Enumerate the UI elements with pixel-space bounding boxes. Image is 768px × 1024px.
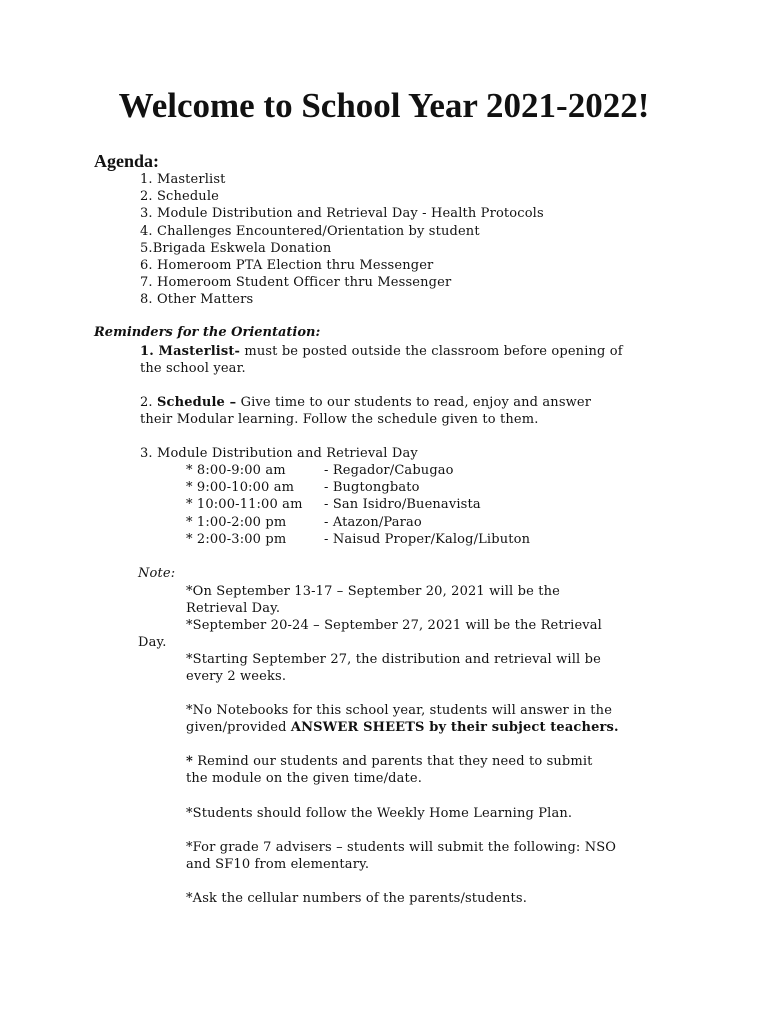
note-retrieval-2-cont: Day. (138, 635, 167, 650)
schedule-time: * 10:00-11:00 am (186, 497, 303, 513)
schedule-text: Give time to our students to read, enjoy and answer (236, 395, 592, 410)
agenda-item: 8. Other Matters (140, 292, 254, 308)
masterlist-label: 1. Masterlist- (140, 344, 241, 359)
schedule-place: - Naisud Proper/Kalog/Libuton (324, 531, 531, 547)
masterlist-text: must be posted outside the classroom before opening of (240, 344, 623, 359)
schedule-time: * 8:00-9:00 am (186, 463, 286, 478)
note-text: the module on the given time/date. (186, 771, 423, 787)
agenda-heading: Agenda: (94, 151, 160, 171)
module-day-heading: 3. Module Distribution and Retrieval Day (140, 446, 418, 461)
module-schedule-table (186, 462, 530, 548)
schedule-row (186, 514, 530, 531)
schedule-row (186, 479, 530, 496)
schedule-place: - San Isidro/Buenavista (324, 497, 481, 513)
note-label: Note: (138, 566, 176, 581)
note-notebooks (186, 702, 619, 736)
schedule-time: * 2:00-3:00 pm (186, 531, 287, 547)
note-whlp: *Students should follow the Weekly Home Learning Plan. (186, 806, 573, 821)
note-text: *On September 13-17 – September 20, 2021 will be the (186, 584, 560, 599)
note-retrieval-1 (186, 583, 560, 617)
note-remind (186, 753, 593, 787)
agenda-item: 3. Module Distribution and Retrieval Day - Health Protocols (140, 206, 544, 222)
schedule-time: * 1:00-2:00 pm (186, 514, 287, 530)
schedule-place: - Atazon/Parao (324, 514, 422, 530)
agenda-item: 4. Challenges Encountered/Orientation by student (140, 223, 480, 239)
note-text: Retrieval Day. (186, 601, 281, 617)
schedule-number: 2. (140, 395, 157, 410)
reminder-schedule (140, 394, 591, 428)
page-title: Welcome to School Year 2021-2022! (118, 86, 650, 125)
agenda-item: 2. Schedule (140, 189, 219, 205)
answer-sheets-emphasis: ANSWER SHEETS by their subject teachers. (290, 720, 619, 736)
masterlist-text-cont: the school year. (140, 361, 246, 377)
agenda-item: 7. Homeroom Student Officer thru Messenger (140, 275, 452, 291)
agenda-item: 6. Homeroom PTA Election thru Messenger (140, 258, 434, 274)
reminder-masterlist (140, 343, 623, 377)
schedule-row (186, 462, 530, 479)
note-text: *No Notebooks for this school year, students will answer in the (186, 703, 613, 718)
bullet-star: * (186, 754, 193, 769)
note-grade7 (186, 839, 616, 873)
schedule-place: - Regador/Cabugao (324, 463, 454, 478)
schedule-place: - Bugtongbato (324, 480, 420, 496)
agenda-list (140, 171, 544, 309)
schedule-text-cont: their Modular learning. Follow the schedule given to them. (140, 412, 539, 428)
note-starting (186, 651, 601, 685)
note-retrieval-2: *September 20-24 – September 27, 2021 will be the Retrieval (186, 618, 602, 633)
agenda-item: 5.Brigada Eskwela Donation (140, 240, 332, 256)
reminders-heading: Reminders for the Orientation: (94, 325, 321, 340)
schedule-label: Schedule – (157, 395, 237, 410)
note-text: given/provided (186, 720, 291, 736)
note-text: every 2 weeks. (186, 669, 287, 685)
schedule-time: * 9:00-10:00 am (186, 480, 295, 496)
note-text: and SF10 from elementary. (186, 857, 370, 873)
note-text: *Starting September 27, the distribution and retrieval will be (186, 652, 601, 667)
agenda-item: 1. Masterlist (140, 172, 226, 187)
note-cellular: *Ask the cellular numbers of the parents/students. (186, 891, 528, 906)
schedule-row (186, 531, 530, 548)
note-text: Remind our students and parents that they need to submit (192, 754, 593, 769)
schedule-row (186, 496, 530, 513)
note-text: *For grade 7 advisers – students will submit the following: NSO (186, 840, 617, 855)
